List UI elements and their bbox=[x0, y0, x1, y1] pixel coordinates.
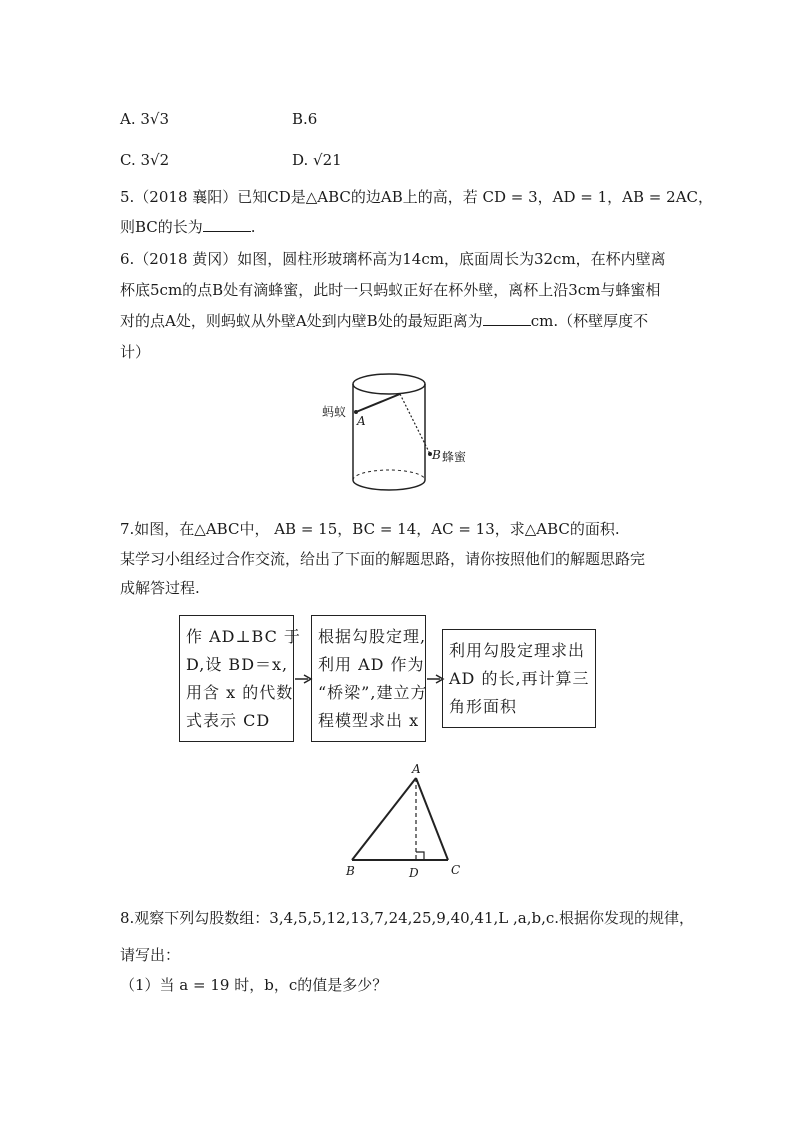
q6-line3 bbox=[120, 311, 648, 331]
option-b: B.6 bbox=[292, 110, 318, 128]
side-ac bbox=[416, 778, 448, 860]
b-label: B bbox=[432, 448, 441, 462]
q7-line3: 成解答过程. bbox=[120, 579, 200, 597]
cylinder-top-ellipse bbox=[353, 374, 425, 394]
cylinder-figure bbox=[300, 370, 500, 500]
vertex-d-label: D bbox=[409, 866, 419, 880]
q5-line2 bbox=[120, 217, 256, 237]
side-ab bbox=[352, 778, 416, 860]
flow-box-2-line: 程模型求出 x bbox=[318, 711, 420, 730]
q8-line1: 8.观察下列勾股数组：3,4,5,5,12,13,7,24,25,9,40,41,L ,a,b,c.根据你发现的规律， bbox=[120, 909, 695, 927]
cylinder-bottom-back bbox=[353, 470, 425, 480]
flow-box-2-line: 利用 AD 作为 bbox=[318, 655, 425, 674]
flow-box-1-line: 式表示 CD bbox=[186, 711, 271, 730]
q6-line3-text: 对的点A处，则蚂蚁从外壁A处到内壁B处的最短距离为 bbox=[120, 312, 483, 330]
a-label: A bbox=[357, 414, 366, 428]
flow-box-3-line: 角形面积 bbox=[449, 697, 518, 716]
q5-answer-blank[interactable] bbox=[203, 231, 251, 232]
ant-label: 蚂蚁 bbox=[322, 405, 347, 419]
vertex-c-label: C bbox=[451, 863, 461, 877]
flow-box-2-line: 根据勾股定理, bbox=[318, 627, 427, 646]
q8-line2: 请写出： bbox=[120, 946, 181, 964]
q6-line4: 计） bbox=[120, 343, 151, 361]
q5-line2-text: 则BC的长为 bbox=[120, 218, 203, 236]
vertex-a-label: A bbox=[412, 762, 421, 776]
q6-line1: 6.（2018 黄冈）如图，圆柱形玻璃杯高为14cm，底面周长为32cm，在杯内壁离 bbox=[120, 250, 666, 268]
cylinder-bottom-front bbox=[353, 480, 425, 490]
flow-box-3-line: AD 的长,再计算三 bbox=[449, 669, 590, 688]
ant-path-outer bbox=[356, 394, 400, 412]
flow-arrows bbox=[294, 670, 444, 690]
q7-line1: 7.如图，在△ABC中， AB = 15，BC = 14，AC = 13，求△ABC的面积. bbox=[120, 520, 620, 538]
q7-line2: 某学习小组经过合作交流，给出了下面的解题思路，请你按照他们的解题思路完 bbox=[120, 550, 646, 568]
q6-line3-end: cm.（杯壁厚度不 bbox=[530, 312, 649, 330]
q5-line2-end: . bbox=[250, 218, 256, 236]
q6-answer-blank[interactable] bbox=[483, 325, 531, 326]
option-d: D. √21 bbox=[292, 151, 342, 169]
q8-sub1: （1）当 a = 19 时，b，c的值是多少？ bbox=[120, 976, 388, 994]
flow-box-1-line: 作 AD⊥BC 于 bbox=[186, 627, 301, 646]
option-a: A. 3√3 bbox=[120, 110, 170, 128]
flow-box-3-line: 利用勾股定理求出 bbox=[449, 641, 586, 660]
flow-box-1-line: D,设 BD＝x, bbox=[186, 655, 289, 674]
flow-box-1-line: 用含 x 的代数 bbox=[186, 683, 294, 702]
honey-label: 蜂蜜 bbox=[442, 450, 467, 464]
flow-box-1 bbox=[179, 615, 301, 742]
flow-box-3 bbox=[442, 629, 596, 728]
q6-line2: 杯底5cm的点B处有滴蜂蜜，此时一只蚂蚁正好在杯外壁，离杯上沿3cm与蜂蜜相 bbox=[120, 281, 661, 299]
q5-line1: 5.（2018 襄阳）已知CD是△ABC的边AB上的高，若 CD = 3，AD = 1，AB = 2AC， bbox=[120, 188, 713, 206]
flow-box-2-line: “桥梁”,建立方 bbox=[318, 683, 428, 702]
vertex-b-label: B bbox=[346, 864, 355, 878]
triangle-figure bbox=[340, 770, 470, 870]
right-angle-mark bbox=[416, 852, 424, 860]
option-c: C. 3√2 bbox=[120, 151, 170, 169]
